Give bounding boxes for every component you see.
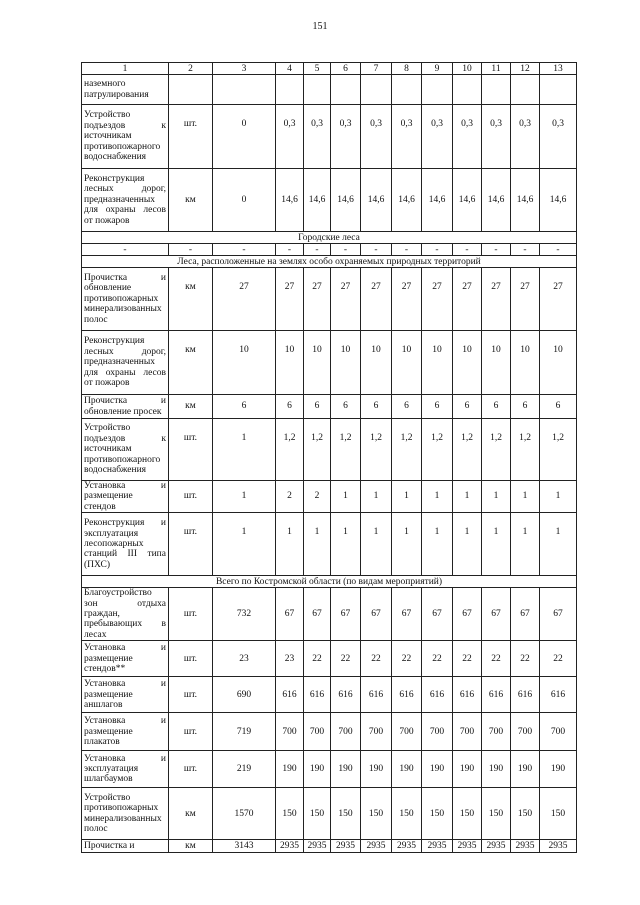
value-cell: 27 xyxy=(540,268,577,331)
table-row xyxy=(82,840,577,853)
value-cell: 0,3 xyxy=(304,105,331,169)
value-cell: 14,6 xyxy=(331,169,361,232)
value-cell: 14,6 xyxy=(422,169,453,232)
value-cell: 67 xyxy=(540,588,577,641)
column-number: 11 xyxy=(482,63,511,75)
value-cell: 27 xyxy=(213,268,276,331)
value-cell: 23 xyxy=(213,641,276,677)
value-cell: 22 xyxy=(453,641,482,677)
table-row xyxy=(82,713,577,751)
section-header-row xyxy=(82,576,577,588)
value-cell: 616 xyxy=(361,677,392,713)
measures-table xyxy=(81,62,577,853)
measure-name: Прочистка и xyxy=(82,840,169,853)
table-row xyxy=(82,331,577,395)
value-cell: 616 xyxy=(304,677,331,713)
value-cell: 1,2 xyxy=(331,419,361,481)
value-cell: 6 xyxy=(331,395,361,419)
value-cell: 14,6 xyxy=(482,169,511,232)
value-cell: 700 xyxy=(511,713,540,751)
dash-cell: - xyxy=(453,244,482,256)
value-cell: 22 xyxy=(540,641,577,677)
value-cell: 14,6 xyxy=(453,169,482,232)
table-row xyxy=(82,481,577,513)
value-cell xyxy=(453,75,482,105)
value-cell: 1 xyxy=(540,481,577,513)
value-cell xyxy=(304,75,331,105)
measure-name: Устройство подъездов к источникам противопожарного водоснабжения xyxy=(82,419,169,481)
value-cell: 190 xyxy=(453,751,482,788)
value-cell: 6 xyxy=(453,395,482,419)
value-cell: 10 xyxy=(482,331,511,395)
value-cell: 219 xyxy=(213,751,276,788)
value-cell: 27 xyxy=(422,268,453,331)
value-cell: 616 xyxy=(511,677,540,713)
value-cell: 10 xyxy=(540,331,577,395)
value-cell: 1 xyxy=(213,419,276,481)
value-cell: 0,3 xyxy=(453,105,482,169)
column-number: 13 xyxy=(540,63,577,75)
value-cell: 0,3 xyxy=(331,105,361,169)
dash-cell: - xyxy=(276,244,304,256)
page-number: 151 xyxy=(312,21,328,32)
column-number: 7 xyxy=(361,63,392,75)
table-row xyxy=(82,105,577,169)
value-cell: 616 xyxy=(422,677,453,713)
column-number-row xyxy=(82,63,577,75)
value-cell: 1,2 xyxy=(540,419,577,481)
value-cell: 616 xyxy=(392,677,422,713)
measure-name: Установка и размещение стендов xyxy=(82,481,169,513)
value-cell: 10 xyxy=(304,331,331,395)
value-cell: 1 xyxy=(276,513,304,576)
value-cell: 150 xyxy=(304,788,331,840)
value-cell: 27 xyxy=(482,268,511,331)
value-cell: 732 xyxy=(213,588,276,641)
measure-name: Реконструкция лесных дорог, предназначенных для охраны лесов от пожаров xyxy=(82,169,169,232)
value-cell xyxy=(482,75,511,105)
table-row xyxy=(82,641,577,677)
value-cell: 616 xyxy=(276,677,304,713)
measure-name: Установка и размещение плакатов xyxy=(82,713,169,751)
value-cell: 14,6 xyxy=(304,169,331,232)
empty-dash-row xyxy=(82,244,577,256)
value-cell: 6 xyxy=(304,395,331,419)
value-cell: 1 xyxy=(482,513,511,576)
value-cell: 700 xyxy=(392,713,422,751)
value-cell: 700 xyxy=(453,713,482,751)
value-cell: 22 xyxy=(361,641,392,677)
value-cell: 150 xyxy=(422,788,453,840)
value-cell: 616 xyxy=(482,677,511,713)
value-cell: 616 xyxy=(453,677,482,713)
dash-cell: - xyxy=(82,244,169,256)
value-cell: 2935 xyxy=(276,840,304,853)
dash-cell: - xyxy=(422,244,453,256)
dash-cell: - xyxy=(331,244,361,256)
value-cell: 1 xyxy=(213,513,276,576)
section-title: Всего по Костромской области (по видам мероприятий) xyxy=(82,576,577,588)
value-cell: 700 xyxy=(540,713,577,751)
value-cell xyxy=(392,75,422,105)
value-cell: 2935 xyxy=(511,840,540,853)
value-cell: 10 xyxy=(511,331,540,395)
column-number: 9 xyxy=(422,63,453,75)
value-cell xyxy=(361,75,392,105)
value-cell: 700 xyxy=(361,713,392,751)
table-row xyxy=(82,588,577,641)
value-cell: 190 xyxy=(422,751,453,788)
dash-cell: - xyxy=(482,244,511,256)
table-row xyxy=(82,169,577,232)
unit-cell xyxy=(169,75,213,105)
value-cell: 2935 xyxy=(392,840,422,853)
value-cell: 1 xyxy=(304,513,331,576)
unit-cell: км xyxy=(169,268,213,331)
value-cell: 27 xyxy=(511,268,540,331)
value-cell: 23 xyxy=(276,641,304,677)
value-cell xyxy=(540,75,577,105)
value-cell: 190 xyxy=(331,751,361,788)
value-cell: 1 xyxy=(422,513,453,576)
value-cell xyxy=(422,75,453,105)
value-cell: 1 xyxy=(511,513,540,576)
value-cell: 0 xyxy=(213,105,276,169)
dash-cell: - xyxy=(361,244,392,256)
measure-name: Прочистка и обновление противопожарных минерализованных полос xyxy=(82,268,169,331)
value-cell: 700 xyxy=(331,713,361,751)
measure-name: наземного патрулирования xyxy=(82,75,169,105)
measure-name: Установка и размещение стендов** xyxy=(82,641,169,677)
value-cell: 150 xyxy=(276,788,304,840)
value-cell: 2935 xyxy=(331,840,361,853)
value-cell: 0,3 xyxy=(422,105,453,169)
value-cell: 6 xyxy=(213,395,276,419)
value-cell: 2 xyxy=(276,481,304,513)
value-cell: 190 xyxy=(392,751,422,788)
value-cell: 67 xyxy=(304,588,331,641)
value-cell: 1,2 xyxy=(511,419,540,481)
value-cell: 14,6 xyxy=(361,169,392,232)
value-cell: 1,2 xyxy=(453,419,482,481)
value-cell: 0,3 xyxy=(511,105,540,169)
value-cell: 67 xyxy=(361,588,392,641)
value-cell: 1570 xyxy=(213,788,276,840)
unit-cell: км xyxy=(169,840,213,853)
section-title: Городские леса xyxy=(82,232,577,244)
dash-cell: - xyxy=(511,244,540,256)
value-cell: 1,2 xyxy=(361,419,392,481)
value-cell: 0,3 xyxy=(540,105,577,169)
value-cell: 10 xyxy=(392,331,422,395)
value-cell: 10 xyxy=(422,331,453,395)
value-cell: 67 xyxy=(453,588,482,641)
value-cell: 700 xyxy=(482,713,511,751)
value-cell: 0,3 xyxy=(482,105,511,169)
value-cell: 27 xyxy=(453,268,482,331)
column-number: 6 xyxy=(331,63,361,75)
value-cell: 150 xyxy=(361,788,392,840)
column-number: 4 xyxy=(276,63,304,75)
section-header-row xyxy=(82,232,577,244)
value-cell: 10 xyxy=(213,331,276,395)
unit-cell: шт. xyxy=(169,713,213,751)
value-cell: 0 xyxy=(213,169,276,232)
value-cell: 2935 xyxy=(422,840,453,853)
value-cell: 1 xyxy=(422,481,453,513)
value-cell: 700 xyxy=(276,713,304,751)
value-cell: 14,6 xyxy=(276,169,304,232)
value-cell: 2935 xyxy=(540,840,577,853)
column-number: 1 xyxy=(82,63,169,75)
measure-name: Установка и размещение аншлагов xyxy=(82,677,169,713)
dash-cell: - xyxy=(304,244,331,256)
value-cell: 22 xyxy=(331,641,361,677)
value-cell: 150 xyxy=(331,788,361,840)
value-cell: 1,2 xyxy=(482,419,511,481)
value-cell: 10 xyxy=(331,331,361,395)
value-cell: 616 xyxy=(540,677,577,713)
measure-name: Реконструкция и эксплуатация лесопожарных станций III типа (ПХС) xyxy=(82,513,169,576)
value-cell: 1,2 xyxy=(276,419,304,481)
value-cell: 1 xyxy=(331,513,361,576)
dash-cell: - xyxy=(169,244,213,256)
table-row xyxy=(82,419,577,481)
section-title: Леса, расположенные на землях особо охраняемых природных территорий xyxy=(82,256,577,268)
unit-cell: шт. xyxy=(169,677,213,713)
value-cell: 1 xyxy=(453,513,482,576)
table-row xyxy=(82,395,577,419)
unit-cell: шт. xyxy=(169,588,213,641)
value-cell xyxy=(213,75,276,105)
value-cell: 190 xyxy=(540,751,577,788)
value-cell: 10 xyxy=(453,331,482,395)
unit-cell: шт. xyxy=(169,641,213,677)
column-number: 12 xyxy=(511,63,540,75)
value-cell: 700 xyxy=(304,713,331,751)
value-cell: 150 xyxy=(392,788,422,840)
value-cell: 0,3 xyxy=(392,105,422,169)
unit-cell: км xyxy=(169,395,213,419)
value-cell: 3143 xyxy=(213,840,276,853)
dash-cell: - xyxy=(213,244,276,256)
value-cell: 150 xyxy=(540,788,577,840)
value-cell xyxy=(331,75,361,105)
value-cell: 0,3 xyxy=(276,105,304,169)
value-cell: 1 xyxy=(392,513,422,576)
value-cell: 22 xyxy=(482,641,511,677)
value-cell: 1 xyxy=(482,481,511,513)
unit-cell: км xyxy=(169,169,213,232)
value-cell: 719 xyxy=(213,713,276,751)
value-cell: 1 xyxy=(511,481,540,513)
value-cell: 67 xyxy=(482,588,511,641)
value-cell: 150 xyxy=(482,788,511,840)
value-cell: 190 xyxy=(482,751,511,788)
unit-cell: км xyxy=(169,331,213,395)
table-row xyxy=(82,75,577,105)
measure-name: Устройство противопожарных минерализованных полос xyxy=(82,788,169,840)
value-cell: 14,6 xyxy=(392,169,422,232)
section-header-row xyxy=(82,256,577,268)
value-cell: 1 xyxy=(213,481,276,513)
value-cell: 67 xyxy=(511,588,540,641)
value-cell: 1 xyxy=(361,513,392,576)
value-cell xyxy=(511,75,540,105)
unit-cell: шт. xyxy=(169,481,213,513)
unit-cell: шт. xyxy=(169,419,213,481)
dash-cell: - xyxy=(392,244,422,256)
table-row xyxy=(82,513,577,576)
value-cell: 10 xyxy=(361,331,392,395)
value-cell: 616 xyxy=(331,677,361,713)
value-cell: 0,3 xyxy=(361,105,392,169)
value-cell: 190 xyxy=(361,751,392,788)
table-row xyxy=(82,268,577,331)
column-number: 10 xyxy=(453,63,482,75)
value-cell: 190 xyxy=(276,751,304,788)
value-cell: 6 xyxy=(361,395,392,419)
value-cell: 14,6 xyxy=(540,169,577,232)
value-cell: 67 xyxy=(392,588,422,641)
value-cell: 27 xyxy=(331,268,361,331)
value-cell: 2 xyxy=(304,481,331,513)
value-cell: 1 xyxy=(331,481,361,513)
measure-name: Устройство подъездов к источникам противопожарного водоснабжения xyxy=(82,105,169,169)
value-cell: 6 xyxy=(392,395,422,419)
value-cell: 22 xyxy=(304,641,331,677)
value-cell: 700 xyxy=(422,713,453,751)
value-cell: 27 xyxy=(361,268,392,331)
value-cell: 1 xyxy=(392,481,422,513)
value-cell: 6 xyxy=(276,395,304,419)
value-cell: 190 xyxy=(511,751,540,788)
table-row xyxy=(82,788,577,840)
value-cell: 6 xyxy=(422,395,453,419)
unit-cell: шт. xyxy=(169,105,213,169)
value-cell: 6 xyxy=(482,395,511,419)
value-cell: 10 xyxy=(276,331,304,395)
value-cell: 690 xyxy=(213,677,276,713)
value-cell: 27 xyxy=(276,268,304,331)
column-number: 3 xyxy=(213,63,276,75)
unit-cell: шт. xyxy=(169,513,213,576)
column-number: 8 xyxy=(392,63,422,75)
value-cell: 2935 xyxy=(304,840,331,853)
table-row xyxy=(82,751,577,788)
unit-cell: шт. xyxy=(169,751,213,788)
value-cell: 190 xyxy=(304,751,331,788)
value-cell: 67 xyxy=(276,588,304,641)
value-cell: 6 xyxy=(511,395,540,419)
value-cell: 14,6 xyxy=(511,169,540,232)
table-row xyxy=(82,677,577,713)
value-cell: 1 xyxy=(453,481,482,513)
value-cell: 1,2 xyxy=(304,419,331,481)
value-cell: 2935 xyxy=(453,840,482,853)
value-cell: 150 xyxy=(453,788,482,840)
value-cell: 2935 xyxy=(482,840,511,853)
column-number: 5 xyxy=(304,63,331,75)
value-cell: 1 xyxy=(540,513,577,576)
value-cell: 67 xyxy=(331,588,361,641)
value-cell: 2935 xyxy=(361,840,392,853)
value-cell: 22 xyxy=(422,641,453,677)
dash-cell: - xyxy=(540,244,577,256)
measure-name: Прочистка и обновление просек xyxy=(82,395,169,419)
value-cell: 22 xyxy=(511,641,540,677)
value-cell: 6 xyxy=(540,395,577,419)
column-number: 2 xyxy=(169,63,213,75)
value-cell: 27 xyxy=(392,268,422,331)
measure-name: Благоустройство зон отдыха граждан, пребывающих в лесах xyxy=(82,588,169,641)
value-cell xyxy=(276,75,304,105)
value-cell: 150 xyxy=(511,788,540,840)
value-cell: 1 xyxy=(361,481,392,513)
value-cell: 67 xyxy=(422,588,453,641)
measure-name: Установка и эксплуатация шлагбаумов xyxy=(82,751,169,788)
value-cell: 27 xyxy=(304,268,331,331)
value-cell: 1,2 xyxy=(422,419,453,481)
value-cell: 1,2 xyxy=(392,419,422,481)
unit-cell: км xyxy=(169,788,213,840)
value-cell: 22 xyxy=(392,641,422,677)
measure-name: Реконструкция лесных дорог, предназначенных для охраны лесов от пожаров xyxy=(82,331,169,395)
